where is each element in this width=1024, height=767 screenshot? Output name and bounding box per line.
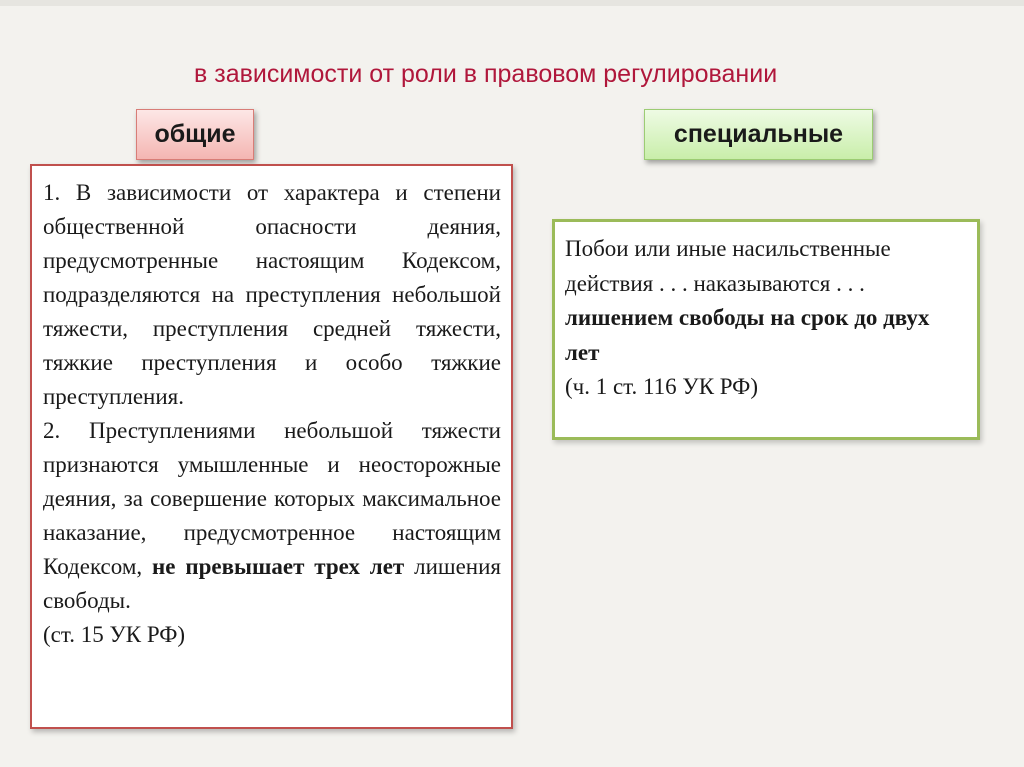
special-paragraph-start: Побои или иные насильственные действия . . . наказываются . . . [565,236,891,296]
general-paragraph-2-emphasis: не превышает трех лет [152,554,405,579]
general-norm-box [30,164,513,729]
special-label: специальные [644,109,873,160]
general-citation: (ст. 15 УК РФ) [43,622,186,647]
special-citation: (ч. 1 ст. 116 УК РФ) [565,374,759,399]
general-label: общие [136,109,254,160]
general-paragraph-1: 1. В зависимости от характера и степени общественной опасности деяния, предусмотренные настоящим Кодексом, подразделяются на преступления небольшой тяжести, преступления средней тяжести, тяжкие преступления и особо тяжкие преступления. [43,180,501,409]
special-paragraph [565,232,965,370]
general-paragraph-2 [43,414,501,618]
special-paragraph-emphasis: лишением свободы на срок до двух лет [565,305,930,365]
general-paragraph-2-end: лишения свободы. [43,554,502,613]
general-paragraph-2-start: 2. Преступлениями небольшой тяжести признаются умышленные и неосторожные деяния, за совершение которых максимальное наказание, предусмотренное настоящим Кодексом, [43,418,501,579]
slide-title: в зависимости от роли в правовом регулировании [194,60,778,88]
special-norm-box [552,219,980,440]
